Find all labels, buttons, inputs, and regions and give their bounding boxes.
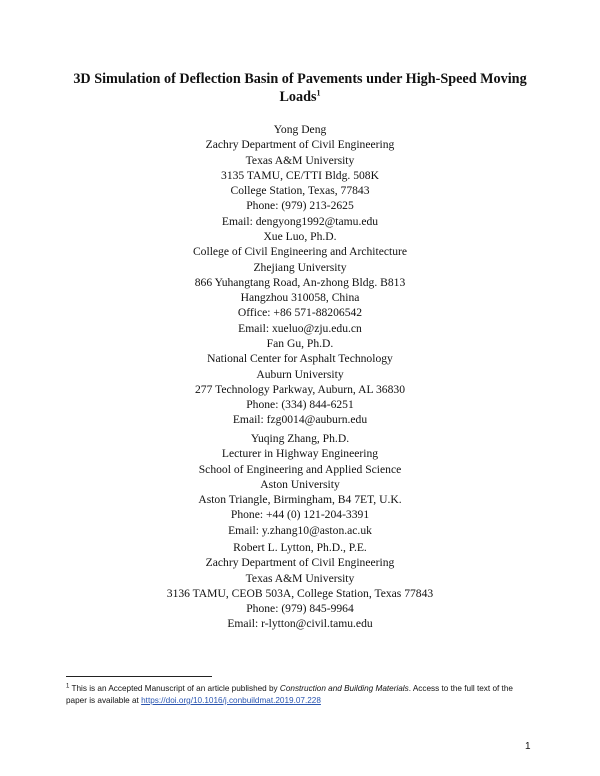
author-department: Zachry Department of Civil Engineering [205,556,395,570]
author-email: Email: r-lytton@civil.tamu.edu [227,617,373,631]
author-city: College Station, Texas, 77843 [230,184,370,198]
author-block-gu [0,336,600,428]
footnote-marker: 1 [66,683,70,690]
author-name: Xue Luo, Ph.D. [263,230,337,243]
author-name: Yong Deng [273,123,327,136]
doi-link[interactable]: https://doi.org/10.1016/j.conbuildmat.2019.07.228 [141,696,321,705]
author-email: Email: dengyong1992@tamu.edu [221,214,379,228]
author-block-lytton [0,540,600,632]
author-address: 3136 TAMU, CEOB 503A, College Station, Texas 77843 [166,586,434,600]
author-institution: Texas A&M University [245,571,355,585]
author-name: Fan Gu, Ph.D. [266,337,334,350]
author-block-luo [0,229,600,336]
title-line-2 [60,88,540,106]
author-address: Aston Triangle, Birmingham, B4 7ET, U.K. [198,493,402,507]
author-block-zhang [0,431,600,538]
author-phone: Office: +86 571-88206542 [237,306,363,320]
author-institution: Aston University [260,477,340,491]
author-address: 277 Technology Parkway, Auburn, AL 36830 [195,382,405,396]
author-email: Email: y.zhang10@aston.ac.uk [228,523,372,537]
paper-title [60,70,540,106]
author-department: National Center for Asphalt Technology [207,352,393,366]
author-phone: Phone: (979) 213-2625 [246,199,354,213]
author-city: Hangzhou 310058, China [240,291,360,305]
footnote-divider [66,676,212,677]
footnote-text-after: . Access to the full text of the paper is available at [66,684,513,705]
author-phone: Phone: (334) 844-6251 [246,398,354,412]
author-address: 3135 TAMU, CE/TTI Bldg. 508K [221,168,379,182]
author-name: Yuqing Zhang, Ph.D. [250,432,350,445]
author-title: Lecturer in Highway Engineering [221,447,379,461]
author-institution: Texas A&M University [245,153,355,167]
author-institution: Auburn University [256,367,344,381]
author-department: Zachry Department of Civil Engineering [205,138,395,152]
author-department: School of Engineering and Applied Science [198,462,402,476]
author-address: 866 Yuhangtang Road, An-zhong Bldg. B813 [194,275,406,289]
page-number: 1 [525,741,531,752]
author-phone: Phone: (979) 845-9964 [246,602,354,616]
title-footnote-marker[interactable]: 1 [316,88,321,98]
footnote-text-before: This is an Accepted Manuscript of an article published by [71,684,280,693]
footnote [66,683,536,707]
title-line-2-text: Loads [279,89,317,105]
author-institution: Zhejiang University [253,260,347,274]
title-line-1: 3D Simulation of Deflection Basin of Pavements under High-Speed Moving [73,71,527,87]
author-department: College of Civil Engineering and Architecture [192,245,408,259]
author-phone: Phone: +44 (0) 121-204-3391 [230,508,370,522]
author-email: Email: fzg0014@auburn.edu [232,413,368,427]
author-name: Robert L. Lytton, Ph.D., P.E. [233,541,367,554]
footnote-journal: Construction and Building Materials [279,684,409,693]
author-block-deng [0,122,600,229]
author-email: Email: xueluo@zju.edu.cn [238,321,362,335]
